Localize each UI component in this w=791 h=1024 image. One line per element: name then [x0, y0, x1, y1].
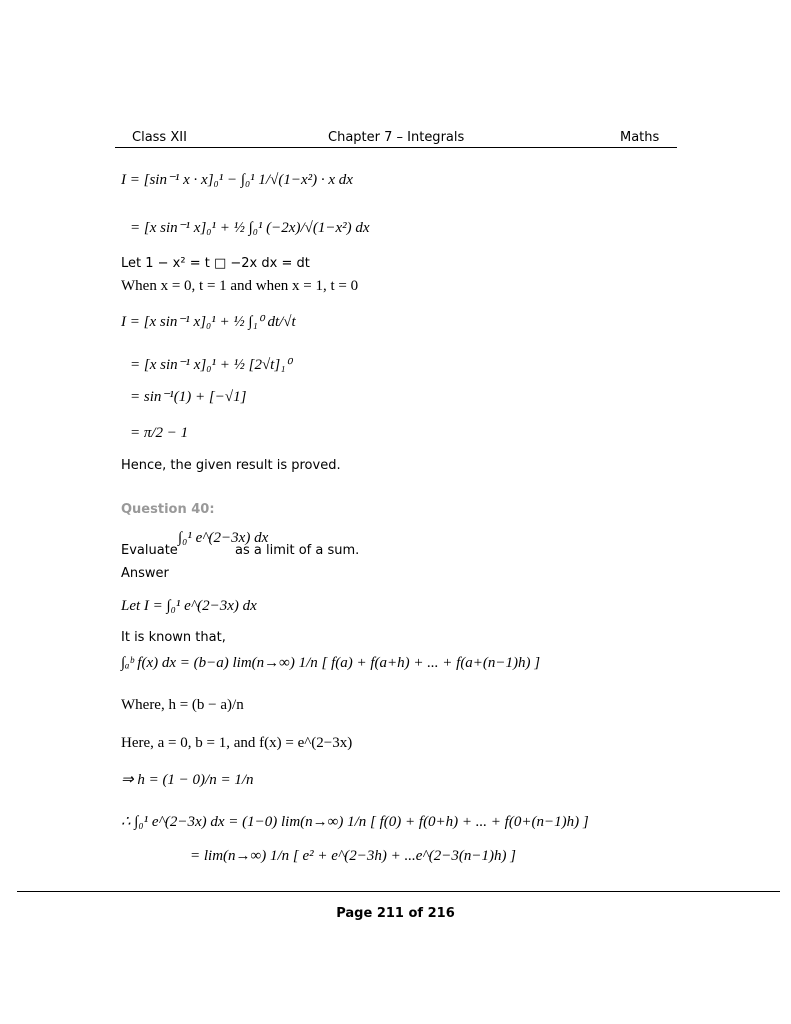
- question-title: Question 40:: [121, 502, 215, 517]
- equation-line: Here, a = 0, b = 1, and f(x) = e^(2−3x): [121, 735, 353, 751]
- equation-line: ∫ₐᵇ f(x) dx = (b−a) lim(n→∞) 1/n [ f(a) + f(a+h) + ... + f(a+(n−1)h) ]: [121, 655, 541, 671]
- text-line: Let 1 − x² = t □ −2x dx = dt: [121, 256, 310, 271]
- page-number: Page 211 of 216: [336, 906, 455, 921]
- equation-line: When x = 0, t = 1 and when x = 1, t = 0: [121, 278, 359, 294]
- question-integral: ∫₀¹ e^(2−3x) dx: [178, 530, 269, 546]
- equation-line: Where, h = (b − a)/n: [121, 697, 244, 713]
- equation-line: I = [x sin⁻¹ x]₀¹ + ½ ∫₁⁰ dt/√t: [121, 314, 296, 330]
- text-line: It is known that,: [121, 630, 226, 645]
- footer-rule: [17, 891, 780, 892]
- equation-line: I = [sin⁻¹ x · x]₀¹ − ∫₀¹ 1/√(1−x²) · x dx: [121, 172, 353, 188]
- equation-line: ∴ ∫₀¹ e^(2−3x) dx = (1−0) lim(n→∞) 1/n [ f(0) + f(0+h) + ... + f(0+(n−1)h) ]: [121, 814, 589, 830]
- header-rule: [115, 147, 677, 148]
- equation-line: ⇒ h = (1 − 0)/n = 1/n: [121, 772, 254, 788]
- header-class: Class XII: [132, 130, 187, 145]
- equation-line: = π/2 − 1: [130, 425, 189, 441]
- answer-label: Answer: [121, 566, 169, 581]
- question-suffix: as a limit of a sum.: [235, 543, 360, 558]
- equation-line: = [x sin⁻¹ x]₀¹ + ½ [2√t]₁⁰: [130, 357, 292, 373]
- header-chapter: Chapter 7 – Integrals: [328, 130, 465, 145]
- equation-line: = lim(n→∞) 1/n [ e² + e^(2−3h) + ...e^(2−3(n−1)h) ]: [190, 848, 517, 864]
- header-subject: Maths: [620, 130, 660, 145]
- text-line: Hence, the given result is proved.: [121, 458, 341, 473]
- equation-line: = [x sin⁻¹ x]₀¹ + ½ ∫₀¹ (−2x)/√(1−x²) dx: [130, 220, 370, 236]
- evaluate-label: Evaluate: [121, 543, 178, 558]
- equation-line: = sin⁻¹(1) + [−√1]: [130, 389, 247, 405]
- equation-line: Let I = ∫₀¹ e^(2−3x) dx: [121, 598, 257, 614]
